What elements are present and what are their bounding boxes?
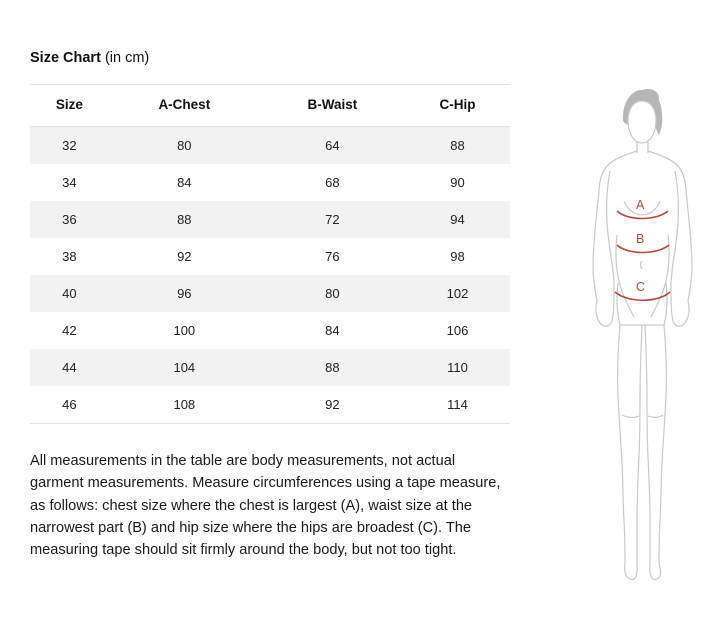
cell-size: 46 — [30, 386, 109, 424]
cell-chest: 96 — [109, 275, 260, 312]
cell-waist: 72 — [260, 201, 405, 238]
cell-size: 40 — [30, 275, 109, 312]
cell-hip: 90 — [405, 164, 510, 201]
cell-chest: 104 — [109, 349, 260, 386]
page-title-main: Size Chart — [30, 50, 101, 66]
cell-size: 34 — [30, 164, 109, 201]
column-header-chest: A-Chest — [109, 85, 260, 127]
table-header — [30, 85, 510, 127]
cell-hip: 106 — [405, 312, 510, 349]
cell-size: 36 — [30, 201, 109, 238]
column-header-waist: B-Waist — [260, 85, 405, 127]
cell-waist: 64 — [260, 127, 405, 165]
hip-marker-label: C — [636, 280, 646, 294]
female-body-diagram — [560, 85, 718, 585]
cell-hip: 94 — [405, 201, 510, 238]
table-row — [30, 275, 510, 312]
cell-size: 42 — [30, 312, 109, 349]
table-row — [30, 349, 510, 386]
cell-size: 44 — [30, 349, 109, 386]
cell-chest: 84 — [109, 164, 260, 201]
table-row — [30, 238, 510, 275]
cell-waist: 88 — [260, 349, 405, 386]
table-body — [30, 127, 510, 424]
table-row — [30, 386, 510, 424]
table-row — [30, 312, 510, 349]
cell-size: 38 — [30, 238, 109, 275]
cell-waist: 68 — [260, 164, 405, 201]
cell-hip: 88 — [405, 127, 510, 165]
size-table — [30, 84, 510, 424]
cell-hip: 114 — [405, 386, 510, 424]
table-row — [30, 201, 510, 238]
table-row — [30, 164, 510, 201]
waist-marker-label: B — [636, 232, 645, 246]
cell-chest: 108 — [109, 386, 260, 424]
cell-hip: 110 — [405, 349, 510, 386]
cell-hip: 102 — [405, 275, 510, 312]
cell-waist: 92 — [260, 386, 405, 424]
page-title-unit: (in cm) — [100, 50, 150, 66]
cell-waist: 80 — [260, 275, 405, 312]
measurement-instructions: All measurements in the table are body measurements, not actual garment measurements. Measure circumferences using a tape measure, as follows: chest size where the chest is largest (A), waist size at the narrowest part (B) and hip size where the hips are broadest (C). The measuring tape should sit firmly around the body, but not too tight. — [30, 453, 501, 559]
cell-size: 32 — [30, 127, 109, 165]
column-header-size: Size — [30, 85, 109, 127]
cell-waist: 76 — [260, 238, 405, 275]
waist-measure-line — [617, 245, 669, 253]
column-header-hip: C-Hip — [405, 85, 510, 127]
page-title — [30, 50, 510, 66]
cell-chest: 80 — [109, 127, 260, 165]
chest-marker-label: A — [636, 198, 645, 212]
cell-chest: 92 — [109, 238, 260, 275]
size-chart-content — [30, 50, 510, 576]
table-row — [30, 127, 510, 165]
cell-chest: 88 — [109, 201, 260, 238]
cell-waist: 84 — [260, 312, 405, 349]
cell-hip: 98 — [405, 238, 510, 275]
table-header-row — [30, 85, 510, 127]
cell-chest: 100 — [109, 312, 260, 349]
